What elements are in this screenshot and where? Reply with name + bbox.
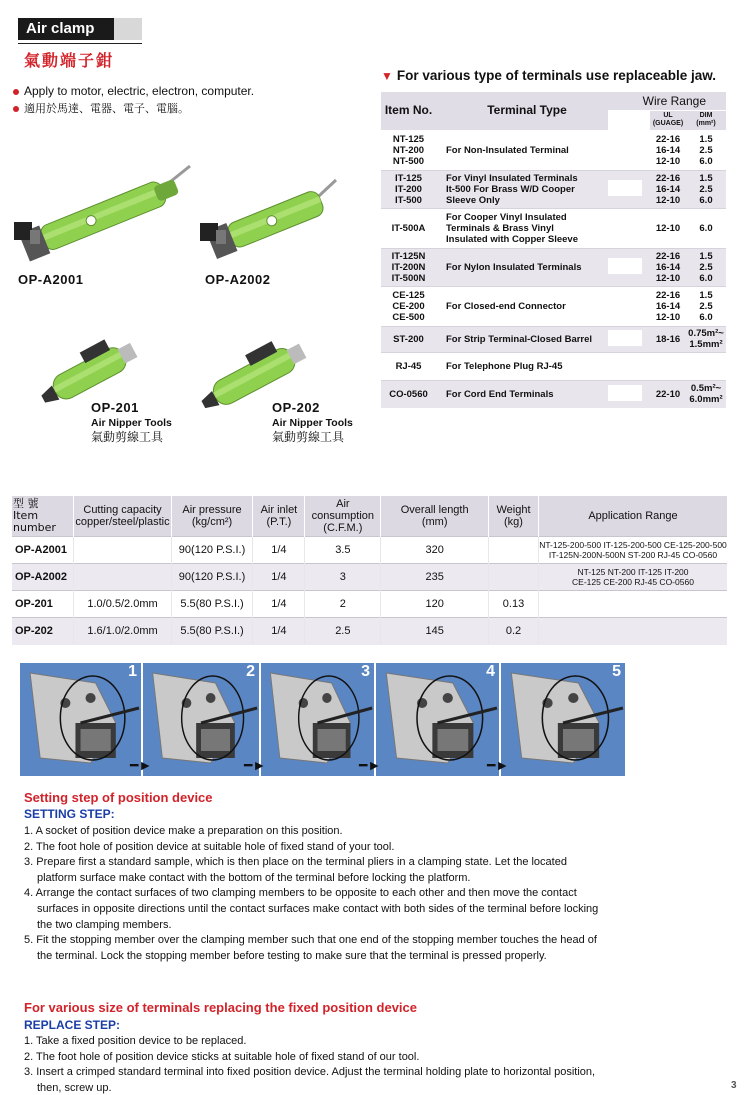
setting-step: 5. Fit the stopping member over the clamping member such that one end of the stopping member touches the head of the terminal. Lock the stopping member before testing to make sure that the terminal is pressed properly.	[24, 934, 597, 962]
spec-row	[12, 564, 727, 591]
terminal-row	[381, 208, 726, 248]
cell-terminal-type: For Cord End Terminals	[436, 380, 608, 408]
page-title: Air clamp	[18, 18, 114, 40]
spec-cell: OP-202	[12, 618, 74, 645]
photo-illustration	[501, 663, 625, 776]
spec-cell: 0.13	[489, 591, 539, 618]
spec-cell	[538, 591, 727, 618]
spec-cell: 2.5	[305, 618, 381, 645]
spec-cell	[538, 618, 727, 645]
title-bar	[18, 18, 142, 40]
tool-label-op-202: OP-202	[272, 400, 320, 415]
spec-col-header: Overall length (mm)	[381, 496, 489, 537]
cell-dim: 1.5 2.5 6.0	[686, 130, 726, 170]
col-item: Item No.	[381, 92, 436, 130]
photo-illustration	[20, 663, 141, 776]
spec-cell: 90(120 P.S.I.)	[171, 537, 253, 564]
terminal-row	[381, 286, 726, 326]
terminal-table	[381, 92, 726, 408]
spec-cell: 2	[305, 591, 381, 618]
title-bar-accent	[114, 18, 142, 40]
terminal-row	[381, 248, 726, 286]
setting-step: 3. Prepare first a standard sample, which is then place on the terminal pliers in a clamping state. Let the located platform surface make contact with the bottom of the terminal before locking the platform.	[24, 856, 567, 884]
setting-steps	[24, 824, 604, 964]
tool-image-op-a2002	[196, 168, 346, 263]
tool-label-op-201: OP-201	[91, 400, 139, 415]
setting-step: 2. The foot hole of position device at suitable hole of fixed stand of your tool.	[24, 840, 395, 853]
spec-cell: 1.0/0.5/2.0mm	[74, 591, 171, 618]
cell-item: RJ-45	[381, 352, 436, 380]
cell-ul: 22-16 16-14 12-10	[650, 170, 686, 208]
spec-cell: NT-125-200-500 IT-125-200-500 CE-125-200-500 IT-125N-200N-500N ST-200 RJ-45 CO-0560	[538, 537, 727, 564]
spec-col-header: Air consumption (C.F.M.)	[305, 496, 381, 537]
tool-desc-cn-op-202: 氣動剪線工具	[272, 430, 345, 444]
blank-cell	[608, 385, 642, 401]
spec-col-header: Application Range	[538, 496, 727, 537]
tool-desc-op-202: Air Nipper Tools	[272, 417, 353, 429]
spec-cell	[74, 564, 171, 591]
arrow-right-icon: ━►	[487, 757, 510, 773]
spec-cell: OP-201	[12, 591, 74, 618]
spec-col-header: Air inlet (P.T.)	[253, 496, 305, 537]
spec-cell: 1/4	[253, 564, 305, 591]
cell-ul: 22-16 16-14 12-10	[650, 248, 686, 286]
setting-step: 1. A socket of position device make a preparation on this position.	[24, 825, 343, 837]
photo-step-number: 3	[361, 663, 370, 680]
spec-cell: OP-A2002	[12, 564, 74, 591]
spec-cell: 5.5(80 P.S.I.)	[171, 591, 253, 618]
photo-step-number: 5	[612, 663, 621, 680]
replace-heading: For various size of terminals replacing the fixed position device	[24, 1000, 417, 1015]
spec-row	[12, 591, 727, 618]
step-photo	[376, 663, 499, 776]
spec-cell: 1.6/1.0/2.0mm	[74, 618, 171, 645]
cell-dim: 1.5 2.5 6.0	[686, 248, 726, 286]
spec-col-header: Weight (kg)	[489, 496, 539, 537]
cell-terminal-type: For Cooper Vinyl Insulated Terminals & Brass Vinyl Insulated with Copper Sleeve	[436, 208, 608, 248]
cell-dim: 6.0	[686, 208, 726, 248]
page-number: 3	[731, 1080, 737, 1091]
bullet-item: 適用於馬達、電器、電子、電腦。	[12, 100, 254, 117]
tool-label-op-a2001: OP-A2001	[18, 272, 84, 287]
spec-cell: 1/4	[253, 591, 305, 618]
title-divider	[18, 43, 142, 44]
cell-item: CO-0560	[381, 380, 436, 408]
replace-steps	[24, 1034, 604, 1095]
spec-cell: 5.5(80 P.S.I.)	[171, 618, 253, 645]
spec-cell: 145	[381, 618, 489, 645]
cell-dim: 0.5m²~ 6.0mm²	[686, 380, 726, 408]
spec-cell: 1/4	[253, 618, 305, 645]
cell-ul: 22-10	[650, 380, 686, 408]
spec-col-header: Air pressure (kg/cm²)	[171, 496, 253, 537]
spec-cell: 235	[381, 564, 489, 591]
cell-item: NT-125 NT-200 NT-500	[381, 130, 436, 170]
tool-image-op-a2001	[10, 160, 195, 265]
cell-terminal-type: For Closed-end Connector	[436, 286, 608, 326]
spec-cell	[74, 537, 171, 564]
photo-illustration	[376, 663, 499, 776]
cell-terminal-type: For Nylon Insulated Terminals	[436, 248, 608, 286]
cell-dim: 0.75m²~ 1.5mm²	[686, 326, 726, 352]
photo-step-number: 4	[486, 663, 495, 680]
cell-terminal-type: For Strip Terminal-Closed Barrel	[436, 326, 608, 352]
cell-item: IT-500A	[381, 208, 436, 248]
spec-cell	[489, 564, 539, 591]
arrow-right-icon: ━►	[359, 757, 382, 773]
cell-item: IT-125N IT-200N IT-500N	[381, 248, 436, 286]
setting-subheading: SETTING STEP:	[24, 807, 115, 821]
terminal-row	[381, 326, 726, 352]
bullet-list	[12, 83, 254, 117]
cell-ul: 18-16	[650, 326, 686, 352]
photo-illustration	[261, 663, 374, 776]
tool-label-op-a2002: OP-A2002	[205, 272, 271, 287]
setting-step: 4. Arrange the contact surfaces of two clamping members to be opposite to each other and then move the contact surfaces in opposite directions until the contact surfaces make contact with both sides of the terminal before locking the two clamping members.	[24, 887, 599, 931]
spec-row	[12, 618, 727, 645]
cell-item: IT-125 IT-200 IT-500	[381, 170, 436, 208]
step-photo	[261, 663, 374, 776]
col-wire-range: Wire Range	[608, 92, 726, 110]
terminal-table-heading: ▼ For various type of terminals use replaceable jaw.	[381, 68, 717, 83]
spec-table	[12, 496, 727, 645]
tool-desc-op-201: Air Nipper Tools	[91, 417, 172, 429]
cell-dim: 1.5 2.5 6.0	[686, 170, 726, 208]
col-ul: UL (GUAGE)	[652, 112, 684, 127]
cell-ul: 22-16 16-14 12-10	[650, 286, 686, 326]
spec-cell: 3	[305, 564, 381, 591]
step-photo	[20, 663, 141, 776]
arrow-right-icon: ━►	[244, 757, 267, 773]
cell-dim	[686, 352, 726, 380]
spec-cell: 1/4	[253, 537, 305, 564]
spec-cell: OP-A2001	[12, 537, 74, 564]
cell-ul: 22-16 16-14 12-10	[650, 130, 686, 170]
setting-heading: Setting step of position device	[24, 790, 213, 805]
tool-desc-cn-op-201: 氣動剪線工具	[91, 430, 164, 444]
terminal-row	[381, 352, 726, 380]
cell-ul: 12-10	[650, 208, 686, 248]
spec-cell: NT-125 NT-200 IT-125 IT-200 CE-125 CE-200 RJ-45 CO-0560	[538, 564, 727, 591]
cell-item: CE-125 CE-200 CE-500	[381, 286, 436, 326]
terminal-row	[381, 130, 726, 170]
terminal-row	[381, 170, 726, 208]
replace-step: 2. The foot hole of position device sticks at suitable hole of fixed stand of our tool.	[24, 1050, 420, 1063]
spec-cell	[489, 537, 539, 564]
cell-terminal-type: For Vinyl Insulated Terminals It-500 For Brass W/D Cooper Sleeve Only	[436, 170, 608, 208]
spec-cell: 120	[381, 591, 489, 618]
step-photo	[143, 663, 259, 776]
cell-item: ST-200	[381, 326, 436, 352]
terminal-row	[381, 380, 726, 408]
spec-cell: 0.2	[489, 618, 539, 645]
col-dim: DIM (mm²)	[696, 112, 716, 127]
step-photo	[501, 663, 625, 776]
cell-terminal-type: For Non-Insulated Terminal	[436, 130, 608, 170]
cell-dim: 1.5 2.5 6.0	[686, 286, 726, 326]
spec-cell: 90(120 P.S.I.)	[171, 564, 253, 591]
blank-cell	[608, 180, 642, 196]
photo-step-number: 2	[246, 663, 255, 680]
replace-step: 1. Take a fixed position device to be replaced.	[24, 1035, 247, 1047]
spec-col-header: Cutting capacity copper/steel/plastic	[74, 496, 171, 537]
triangle-down-icon: ▼	[381, 69, 393, 83]
page-title-cn: 氣動端子鉗	[24, 51, 115, 70]
arrow-right-icon: ━►	[130, 757, 153, 773]
cell-terminal-type: For Telephone Plug RJ-45	[436, 352, 608, 380]
photo-illustration	[143, 663, 259, 776]
cell-ul	[650, 352, 686, 380]
bullet-item: Apply to motor, electric, electron, computer.	[12, 83, 254, 100]
replace-step: 3. Insert a crimped standard terminal into fixed position device. Adjust the terminal holding plate to horizontal position, then, screw up.	[24, 1066, 596, 1094]
replace-subheading: REPLACE STEP:	[24, 1018, 121, 1032]
blank-cell	[608, 330, 642, 346]
spec-cell: 320	[381, 537, 489, 564]
spec-col-header: 型 號 Item number	[12, 496, 74, 537]
photo-step-number: 1	[128, 663, 137, 680]
blank-cell	[608, 258, 642, 274]
spec-row	[12, 537, 727, 564]
col-terminal-type: Terminal Type	[436, 92, 608, 130]
spec-cell: 3.5	[305, 537, 381, 564]
